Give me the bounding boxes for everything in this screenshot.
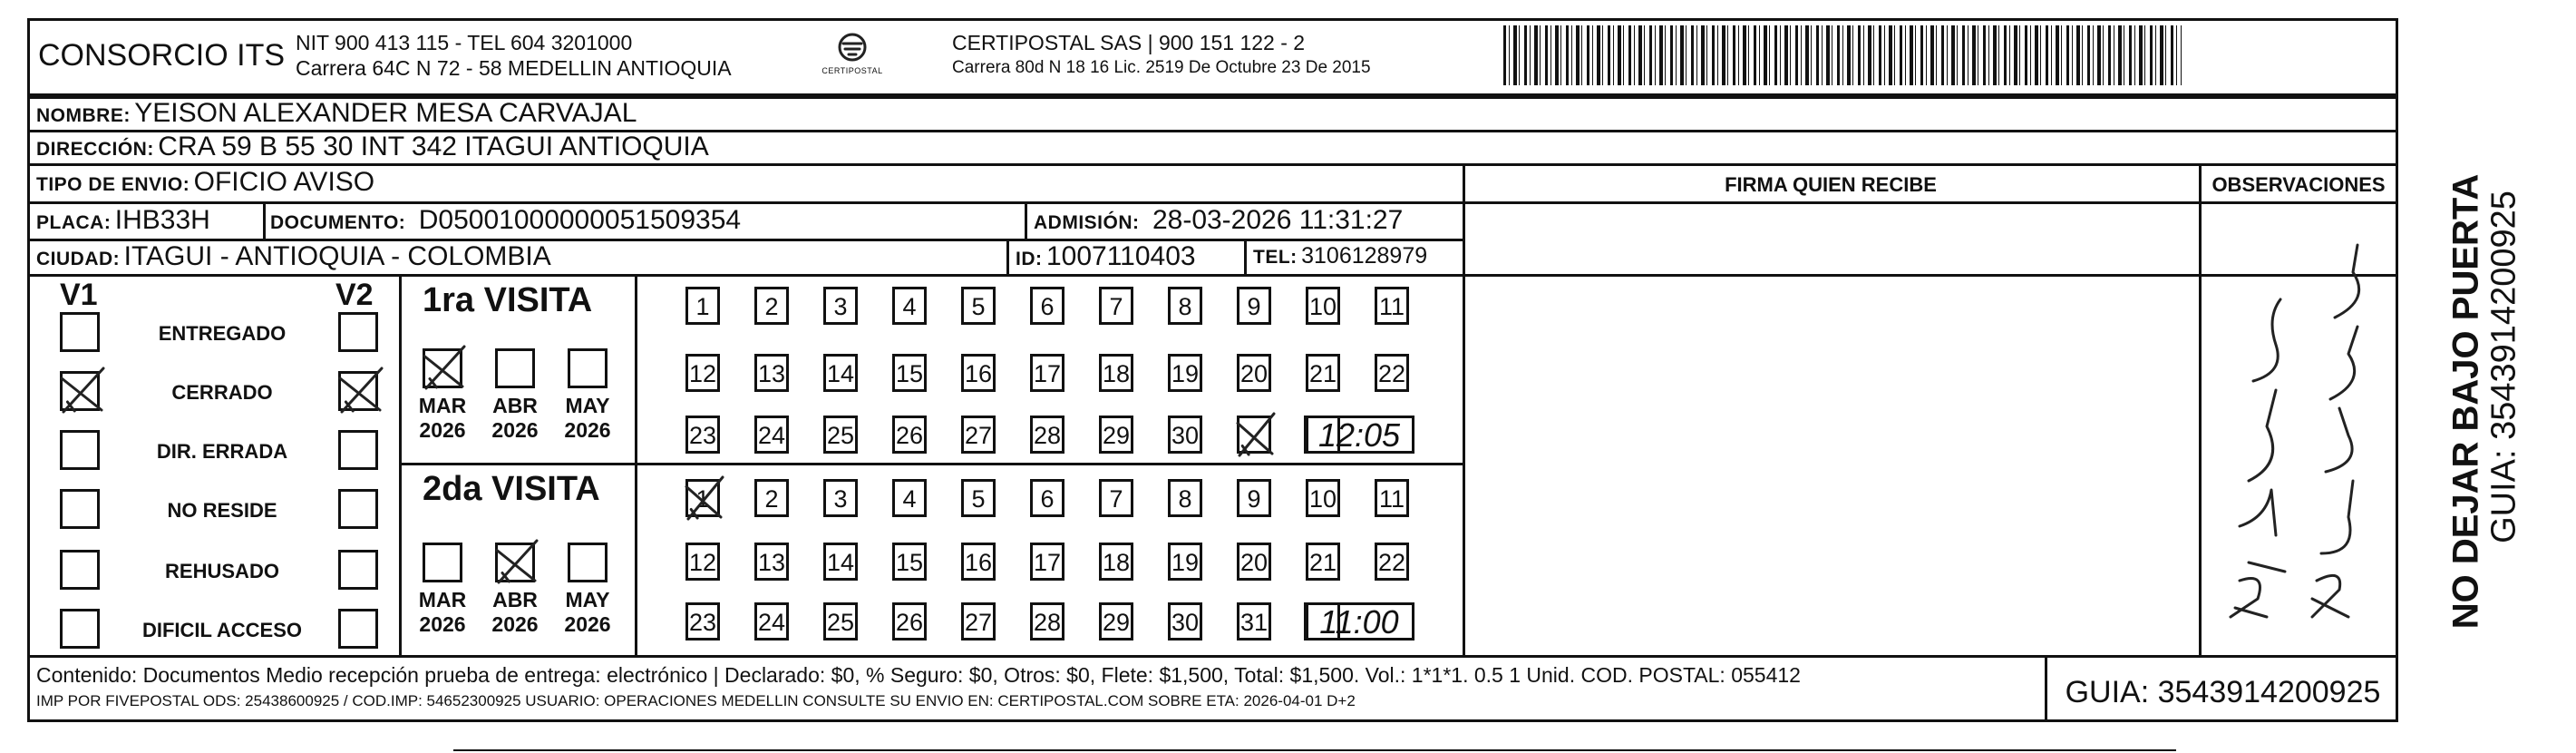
visit1-day-box[interactable]: 4	[892, 287, 927, 325]
visit1-day-box[interactable]: 17	[1030, 354, 1064, 392]
visit1-day-box[interactable]: 12	[685, 354, 720, 392]
firma-label: FIRMA QUIEN RECIBE	[1725, 173, 1937, 196]
visit1-day-box[interactable]: 13	[754, 354, 789, 392]
visit2-day-box[interactable]: 10	[1306, 479, 1340, 517]
visit2-month-label: MAY 2026	[556, 588, 619, 637]
visit2-day-box[interactable]: 14	[823, 543, 858, 581]
visit1-day-box[interactable]: 26	[892, 416, 927, 454]
ciudad-label: CIUDAD:	[36, 249, 121, 269]
visit1-day-box[interactable]: 23	[685, 416, 720, 454]
observaciones-handwriting	[2203, 218, 2394, 635]
visit2-day-box[interactable]: 1	[685, 479, 720, 517]
visit2-day-box[interactable]: 12	[685, 543, 720, 581]
visit1-month-year: 2026	[564, 418, 611, 442]
side-no-dejar: NO DEJAR BAJO PUERTA	[2445, 173, 2486, 630]
v1-checkbox[interactable]	[60, 550, 100, 590]
admision-cell	[1034, 205, 1403, 236]
visit1-month-check-mark	[421, 345, 466, 390]
visit2-month-checkbox[interactable]	[423, 543, 462, 582]
visit1-day-box[interactable]: 28	[1030, 416, 1064, 454]
observaciones-line2	[0, 1, 4, 2]
status-label: REHUSADO	[165, 560, 279, 582]
visit1-day-box[interactable]: 5	[961, 287, 996, 325]
visit2-day-box[interactable]: 26	[892, 602, 927, 641]
observaciones-label: OBSERVACIONES	[2211, 173, 2386, 196]
visit1-time-box[interactable]: 12:05	[1304, 416, 1414, 454]
nombre-row	[36, 98, 637, 129]
visit1-month-year: 2026	[491, 418, 539, 442]
visit1-day-box[interactable]: 14	[823, 354, 858, 392]
visit2-time-box[interactable]: 11:00	[1304, 602, 1414, 641]
visit2-day-box[interactable]: 30	[1168, 602, 1202, 641]
v2-check-mark	[336, 367, 384, 414]
logo-caption: CERTIPOSTAL	[821, 66, 883, 75]
visit2-month-label: ABR 2026	[483, 588, 547, 637]
footer-imp: IMP POR FIVEPOSTAL ODS: 25438600925 / COD.IMP: 54652300925 USUARIO: OPERACIONES MEDELLIN CONSULTE SU ENVIO EN: CERTIPOSTAL.COM SOBRE ETA: 2026-04-01 D+2	[36, 692, 1356, 709]
visit1-title: 1ra VISITA	[423, 281, 593, 319]
tipo-envio-row	[36, 167, 374, 198]
company-nit: NIT 900 413 115 - TEL 604 3201000	[296, 31, 633, 54]
certipostal-logo-icon	[816, 31, 889, 83]
firma-area[interactable]	[1465, 204, 2196, 652]
company-name: CONSORCIO ITS	[38, 38, 286, 73]
tel-cell	[1253, 243, 1427, 269]
visit1-day-box[interactable]: 10	[1306, 287, 1340, 325]
direccion-row	[36, 132, 709, 162]
admision-value: 28-03-2026 11:31:27	[1152, 205, 1404, 235]
visit2-day-box[interactable]: 13	[754, 543, 789, 581]
nombre-value: YEISON ALEXANDER MESA CARVAJAL	[134, 98, 637, 128]
visit2-day-box[interactable]: 6	[1030, 479, 1064, 517]
visit1-day-box[interactable]: 22	[1375, 354, 1409, 392]
visit2-month-label: MAR 2026	[411, 588, 474, 637]
visit1-day-box[interactable]: 9	[1237, 287, 1271, 325]
visit2-day-box[interactable]: 28	[1030, 602, 1064, 641]
visit2-day-box[interactable]: 16	[961, 543, 996, 581]
visit2-day-check-mark	[683, 475, 724, 521]
v1-checkbox[interactable]	[60, 609, 100, 649]
v1-checkbox[interactable]	[60, 489, 100, 529]
visit1-day-box[interactable]: 2	[754, 287, 789, 325]
tipo-envio-label: TIPO DE ENVIO:	[36, 174, 190, 195]
barcode-icon	[1503, 25, 2182, 85]
visit1-day-box[interactable]: 30	[1168, 416, 1202, 454]
documento-label: DOCUMENTO:	[270, 212, 406, 233]
documento-value: D05001000000051509354	[418, 205, 742, 235]
visit2-day-box[interactable]: 24	[754, 602, 789, 641]
visit1-month-year: 2026	[419, 418, 466, 442]
visit1-day-check-mark	[1234, 412, 1276, 457]
direccion-label: DIRECCIÓN:	[36, 139, 154, 160]
status-label: ENTREGADO	[158, 322, 287, 345]
visit2-day-box[interactable]: 11	[1375, 479, 1409, 517]
visit1-day-box[interactable]: 8	[1168, 287, 1202, 325]
v1-checkbox[interactable]	[60, 430, 100, 470]
ciudad-value: ITAGUI - ANTIOQUIA - COLOMBIA	[123, 241, 551, 271]
visit2-day-box[interactable]: 29	[1099, 602, 1133, 641]
visit2-day-box[interactable]: 20	[1237, 543, 1271, 581]
placa-value: IHB33H	[114, 205, 210, 235]
visit1-month-checkbox[interactable]	[568, 348, 608, 388]
visit1-month-label: MAR 2026	[411, 394, 474, 443]
status-label: CERRADO	[171, 381, 273, 404]
visit2-title: 2da VISITA	[423, 470, 600, 508]
company-address: Carrera 64C N 72 - 58 MEDELLIN ANTIOQUIA	[296, 56, 732, 80]
visit2-day-box[interactable]: 4	[892, 479, 927, 517]
visit1-day-box[interactable]: 25	[823, 416, 858, 454]
side-guia: GUIA: 3543914200925	[2484, 191, 2523, 543]
ciudad-cell	[36, 241, 551, 272]
visit2-day-box[interactable]: 19	[1168, 543, 1202, 581]
v2-checkbox[interactable]	[338, 430, 378, 470]
visit2-month-checkbox[interactable]	[568, 543, 608, 582]
status-label: DIR. ERRADA	[156, 440, 288, 463]
placa-label: PLACA:	[36, 212, 112, 233]
visit1-day-box[interactable]: 20	[1237, 354, 1271, 392]
footer-guia: GUIA: 3543914200925	[2065, 675, 2381, 709]
id-value: 1007110403	[1045, 241, 1196, 271]
tel-value: 3106128979	[1301, 243, 1428, 269]
v1-label: V1	[60, 278, 98, 312]
visit1-day-box[interactable]: 27	[961, 416, 996, 454]
visit1-month-label: MAY 2026	[556, 394, 619, 443]
nombre-label: NOMBRE:	[36, 105, 131, 126]
visit2-month-year: 2026	[564, 612, 611, 636]
visit2-day-box[interactable]: 8	[1168, 479, 1202, 517]
visit2-day-box[interactable]: 25	[823, 602, 858, 641]
status-label: NO RESIDE	[167, 499, 277, 522]
visit1-day-box[interactable]: 7	[1099, 287, 1133, 325]
visit1-day-box[interactable]: 3	[823, 287, 858, 325]
footer-contenido: Contenido: Documentos Medio recepción prueba de entrega: electrónico | Declarado: $0, % Seguro: $0, Otros: $0, Flete: $1,500, Total: $1,500. Vol.: 1*1*1. 0.5 1 Unid. COD. POSTAL: 055412	[36, 663, 1801, 687]
v2-checkbox[interactable]	[338, 609, 378, 649]
id-cell	[1016, 241, 1196, 272]
visit1-day-box[interactable]: 29	[1099, 416, 1133, 454]
tipo-envio-value: OFICIO AVISO	[193, 167, 375, 197]
direccion-value: CRA 59 B 55 30 INT 342 ITAGUI ANTIOQUIA	[158, 132, 709, 161]
visit2-day-box[interactable]: 2	[754, 479, 789, 517]
visit2-day-box[interactable]: 7	[1099, 479, 1133, 517]
visit2-day-box[interactable]: 3	[823, 479, 858, 517]
visit2-day-box[interactable]: 27	[961, 602, 996, 641]
visit2-day-box[interactable]: 31	[1237, 602, 1271, 641]
id-label: ID:	[1016, 249, 1043, 269]
placa-cell	[36, 205, 210, 236]
visit1-day-box[interactable]: 21	[1306, 354, 1340, 392]
visit2-day-box[interactable]: 22	[1375, 543, 1409, 581]
visit1-day-box[interactable]: 24	[754, 416, 789, 454]
v2-checkbox[interactable]	[338, 312, 378, 352]
v1-checkbox[interactable]	[60, 312, 100, 352]
visit1-day-box[interactable]: 15	[892, 354, 927, 392]
courier-name: CERTIPOSTAL SAS | 900 151 122 - 2	[952, 31, 1306, 54]
visit2-month-year: 2026	[491, 612, 539, 636]
v2-checkbox[interactable]	[338, 550, 378, 590]
courier-address: Carrera 80d N 18 16 Lic. 2519 De Octubre 23 De 2015	[952, 58, 1371, 77]
visit2-month-year: 2026	[419, 612, 466, 636]
v1-check-mark	[58, 367, 105, 414]
admision-label: ADMISIÓN:	[1034, 212, 1140, 233]
visit2-day-box[interactable]: 21	[1306, 543, 1340, 581]
visit1-day-box[interactable]: 19	[1168, 354, 1202, 392]
visit1-day-box[interactable]: 6	[1030, 287, 1064, 325]
tel-label: TEL:	[1253, 247, 1298, 268]
visit2-day-box[interactable]: 23	[685, 602, 720, 641]
status-label: DIFICIL ACCESO	[141, 619, 302, 641]
visit1-day-box[interactable]: 1	[685, 287, 720, 325]
visit2-day-box[interactable]: 5	[961, 479, 996, 517]
visit2-day-box[interactable]: 9	[1237, 479, 1271, 517]
visit2-month-check-mark	[493, 539, 539, 584]
v2-checkbox[interactable]	[338, 489, 378, 529]
visit2-day-box[interactable]: 17	[1030, 543, 1064, 581]
v2-label: V2	[335, 278, 374, 312]
documento-cell	[270, 205, 741, 236]
visit1-month-label: ABR 2026	[483, 394, 547, 443]
visit1-month-checkbox[interactable]	[495, 348, 535, 388]
visit2-day-box[interactable]: 15	[892, 543, 927, 581]
visit2-day-box[interactable]: 18	[1099, 543, 1133, 581]
visit1-day-box[interactable]: 18	[1099, 354, 1133, 392]
visit1-day-box[interactable]: 16	[961, 354, 996, 392]
visit1-day-box[interactable]: 11	[1375, 287, 1409, 325]
